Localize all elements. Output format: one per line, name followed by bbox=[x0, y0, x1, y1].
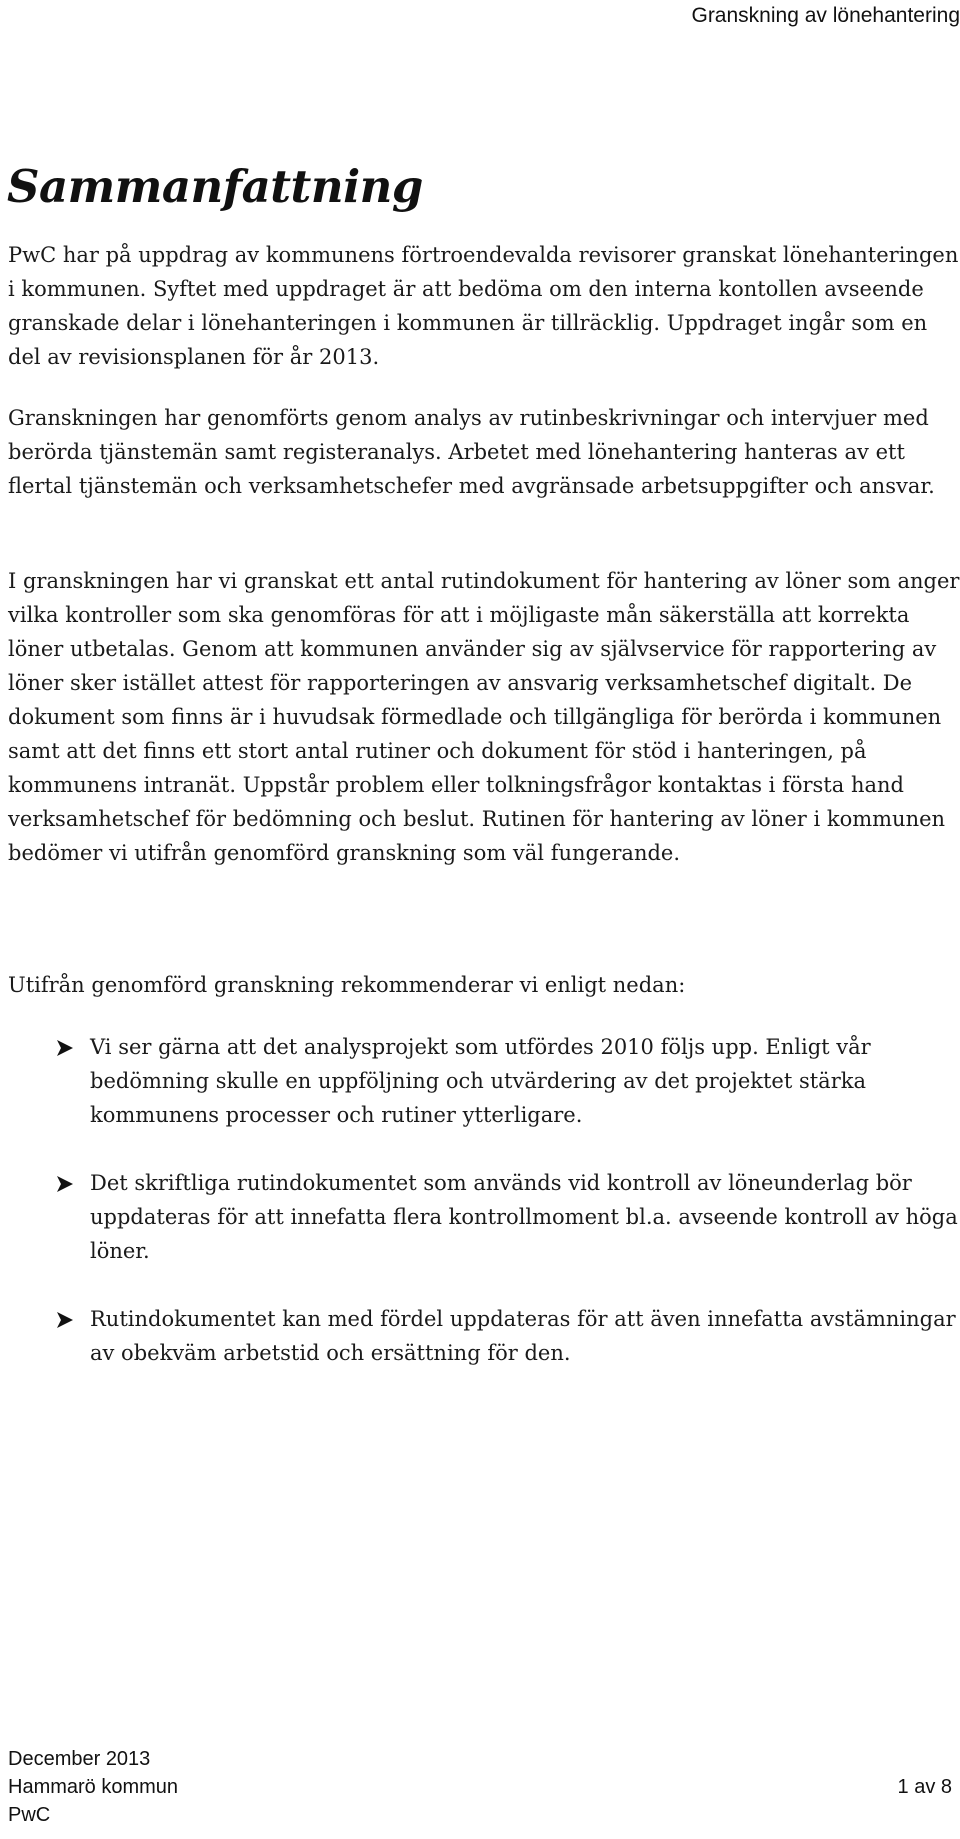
recommendations-list bbox=[56, 1030, 960, 1404]
footer-firm: PwC bbox=[8, 1804, 51, 1826]
paragraph-findings: I granskningen har vi granskat ett antal rutindokument för hantering av löner som anger vilka kontroller som ska genomföras för att i möjligaste mån säkerställa att korrekta löner utbetalas. Genom att kommunen använder sig av självservice för rapportering av löner sker istället attest för rapporteringen av ansvarig verksamhetschef digitalt. De dokument som finns är i huvudsak förmedlade och tillgängliga för berörda i kommunen samt att det finns ett stort antal rutiner och dokument för stöd i hanteringen, på kommunens intranät. Uppstår problem eller tolkningsfrågor kontaktas i första hand verksamhetschef för bedömning och beslut. Rutinen för hantering av löner i kommunen bedömer vi utifrån genomförd granskning som väl fungerande. bbox=[8, 569, 960, 865]
recommendation-item bbox=[56, 1166, 960, 1268]
page-title: Sammanfattning bbox=[7, 160, 423, 213]
recommendations-lead: Utifrån genomförd granskning rekommenderar vi enligt nedan: bbox=[8, 973, 686, 997]
page-footer bbox=[8, 1745, 952, 1829]
footer-organization: Hammarö kommun bbox=[8, 1776, 179, 1798]
footer-page-indicator: 1 av 8 bbox=[897, 1776, 952, 1798]
recommendation-item bbox=[56, 1030, 960, 1132]
recommendation-text: Det skriftliga rutindokumentet som används vid kontroll av löneunderlag bör uppdateras för att innefatta flera kontrollmoment bl.a. avseende kontroll av höga löner. bbox=[90, 1171, 958, 1263]
arrowhead-bullet-icon bbox=[56, 1175, 74, 1193]
recommendation-text: Vi ser gärna att det analysprojekt som utfördes 2010 följs upp. Enligt vår bedömning skulle en uppföljning och utvärdering av det projektet stärka kommunens processer och rutiner ytterligare. bbox=[90, 1035, 871, 1127]
recommendation-text: Rutindokumentet kan med fördel uppdateras för att även innefatta avstämningar av obekväm arbetstid och ersättning för den. bbox=[90, 1307, 956, 1365]
arrowhead-bullet-icon bbox=[56, 1311, 74, 1329]
paragraph-purpose: PwC har på uppdrag av kommunens förtroendevalda revisorer granskat lönehanteringen i kommunen. Syftet med uppdraget är att bedöma om den interna kontollen avseende granskade delar i lönehanteringen i kommunen är tillräcklig. Uppdraget ingår som en del av revisionsplanen för år 2013. bbox=[8, 243, 959, 369]
footer-date: December 2013 bbox=[8, 1748, 151, 1770]
arrowhead-bullet-icon bbox=[56, 1039, 74, 1057]
running-header: Granskning av lönehantering bbox=[691, 4, 960, 27]
recommendation-item bbox=[56, 1302, 960, 1370]
paragraph-method: Granskningen har genomförts genom analys av rutinbeskrivningar och intervjuer med berörda tjänstemän samt registeranalys. Arbetet med lönehantering hanteras av ett flertal tjänstemän och verksamhetschefer med avgränsade arbetsuppgifter och ansvar. bbox=[8, 406, 935, 498]
